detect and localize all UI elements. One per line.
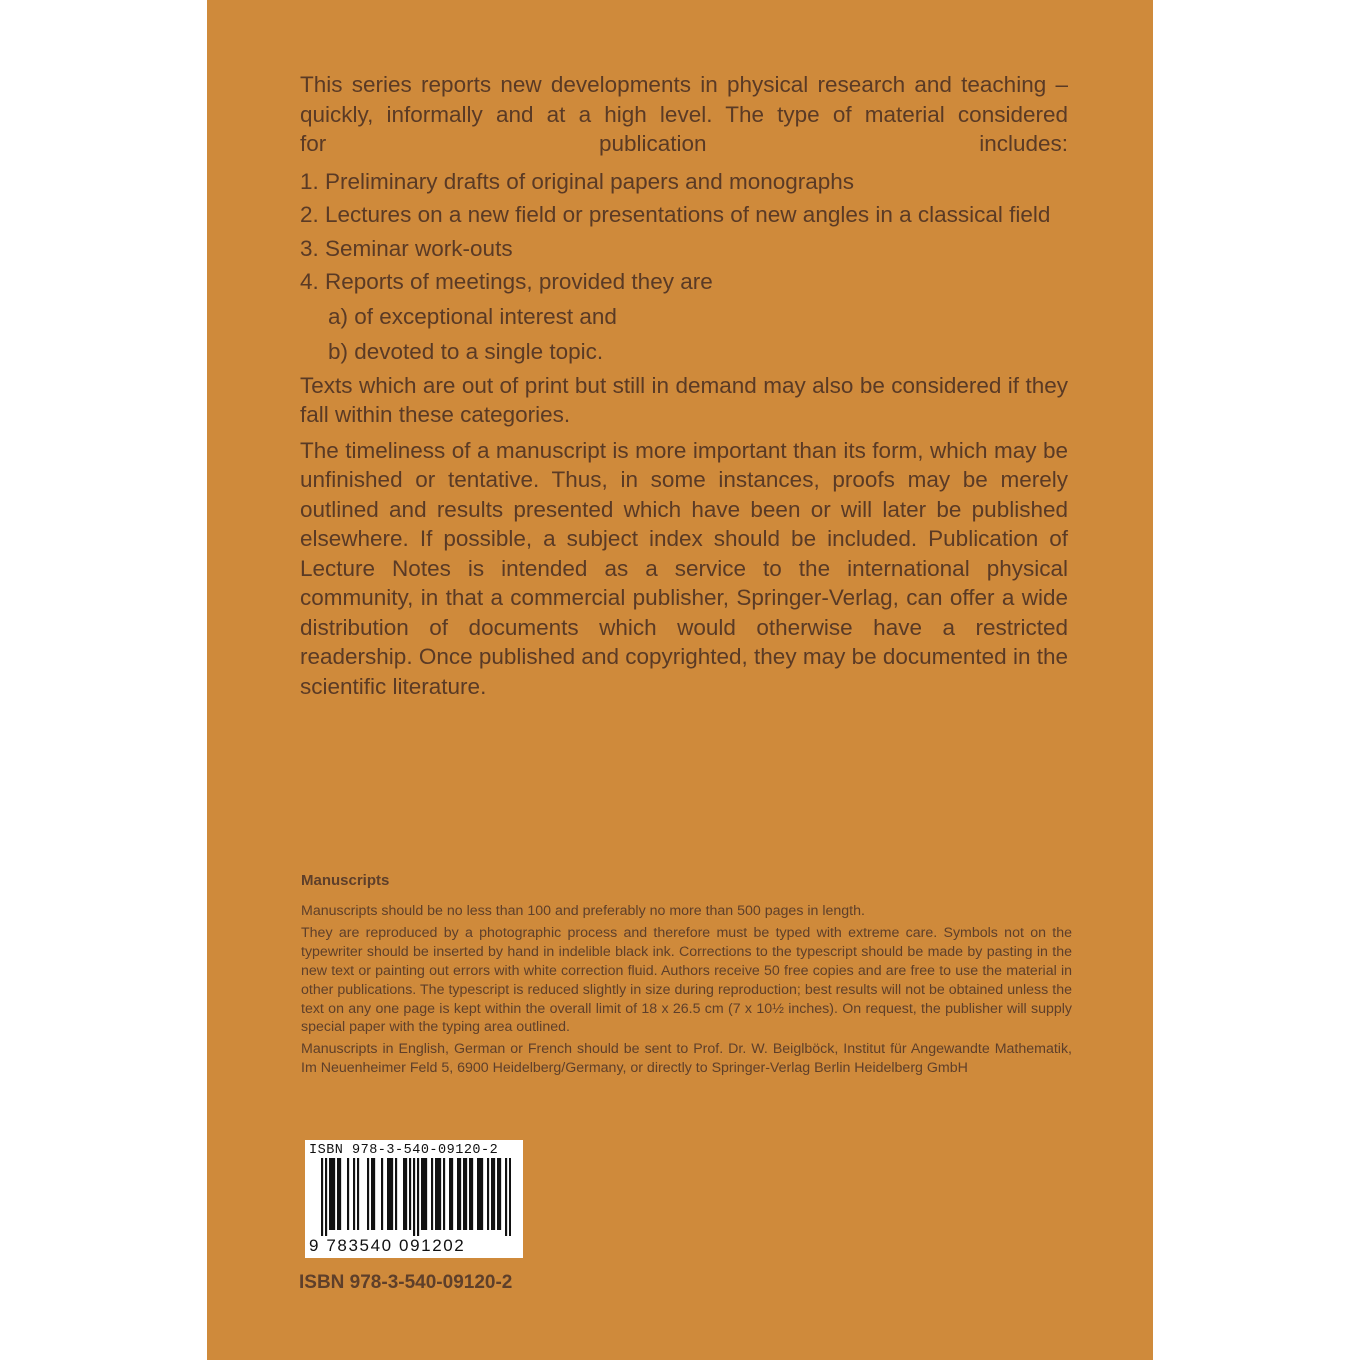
- barcode-bar: [371, 1158, 373, 1230]
- description-block: [300, 70, 1068, 701]
- barcode-bar: [471, 1158, 473, 1230]
- barcode-bar: [357, 1158, 359, 1230]
- barcode-bar: [325, 1158, 327, 1236]
- barcode-bar: [437, 1158, 439, 1230]
- barcode-bars: [321, 1158, 511, 1236]
- barcode-bar: [413, 1158, 415, 1236]
- barcode-bar: [469, 1158, 471, 1230]
- barcode-bar: [431, 1158, 433, 1230]
- manuscripts-section: [301, 872, 1072, 1081]
- list-item: 4. Reports of meetings, provided they are: [300, 269, 713, 294]
- manuscripts-heading: Manuscripts: [301, 872, 390, 889]
- barcode-bar: [347, 1158, 349, 1230]
- list-item: 2. Lectures on a new field or presentations of new angles in a classical field: [300, 202, 1051, 227]
- barcode-bar: [487, 1158, 489, 1230]
- barcode-bar: [409, 1158, 411, 1230]
- barcode-bar: [403, 1158, 405, 1230]
- barcode-bar: [391, 1158, 393, 1230]
- barcode-bar: [439, 1158, 441, 1230]
- barcode-bar: [451, 1158, 453, 1230]
- out-of-print-paragraph: Texts which are out of print but still in demand may also be considered if they fall within these categories.: [300, 372, 1068, 427]
- barcode-bar: [491, 1158, 493, 1230]
- material-list: [300, 165, 1068, 369]
- intro-line-2: quickly, informally and at a high level. The type of material considered: [300, 101, 1068, 127]
- barcode-bar: [339, 1158, 341, 1230]
- barcode-bar: [421, 1158, 423, 1230]
- barcode-bar: [321, 1158, 323, 1236]
- manuscripts-length-paragraph: Manuscripts should be no less than 100 and preferably no more than 500 pages in length.: [301, 903, 865, 919]
- sub-list-item: b) devoted to a single topic.: [328, 338, 604, 364]
- barcode-bar: [425, 1158, 427, 1230]
- barcode-bar: [497, 1158, 499, 1230]
- barcode-bar: [459, 1158, 461, 1230]
- manuscripts-typing-paragraph: They are reproduced by a photographic process and therefore must be typed with extreme care. Symbols not on the typewriter should be inserted by hand in indelible black ink. Corrections to the typescript should be made by pasting in the new text or painting out errors with white correction fluid. Authors receive 50 free copies and are free to use the material in other publications. The typescript is reduced slightly in size during reproduction; best results will not be obtained unless the text on any one page is kept within the overall limit of 18 x 26.5 cm (7 x 10½ inches). On request, the publisher will supply special paper with the typing area outlined.: [301, 924, 1072, 1036]
- list-item: 1. Preliminary drafts of original papers and monographs: [300, 168, 855, 194]
- barcode-bar: [449, 1158, 451, 1230]
- barcode-bar: [423, 1158, 425, 1230]
- barcode-bar: [443, 1158, 445, 1230]
- list-item: 3. Seminar work-outs: [300, 235, 513, 261]
- isbn-footer: ISBN 978-3-540-09120-2: [299, 1272, 513, 1293]
- intro-paragraph: [300, 70, 1068, 159]
- barcode-bar: [405, 1158, 407, 1230]
- barcode-bar: [353, 1158, 355, 1230]
- barcode: [305, 1140, 523, 1258]
- barcode-bar: [505, 1158, 507, 1236]
- barcode-bar: [373, 1158, 375, 1230]
- barcode-bar: [381, 1158, 383, 1230]
- barcode-bar: [481, 1158, 483, 1230]
- barcode-bar: [477, 1158, 479, 1230]
- barcode-bar: [367, 1158, 369, 1230]
- intro-line-1: This series reports new developments in physical research and teaching –: [300, 72, 1068, 97]
- barcode-bar: [509, 1158, 511, 1236]
- barcode-isbn-label: ISBN 978-3-540-09120-2: [309, 1143, 499, 1158]
- intro-line-3: for publication includes:: [300, 131, 1068, 156]
- barcode-bar: [435, 1158, 437, 1230]
- barcode-bar: [465, 1158, 467, 1230]
- barcode-bar: [387, 1158, 389, 1230]
- barcode-bar: [329, 1158, 331, 1230]
- timeliness-paragraph: The timeliness of a manuscript is more important than its form, which may be unfinished or tentative. Thus, in some instances, proofs may be merely outlined and results presented which have been or will later be published elsewhere. If possible, a subject index should be included. Publication of Lecture Notes is intended as a service to the international physical community, in that a commercial publisher, Springer-Verlag, can offer a wide distribution of documents which would otherwise have a restricted readership. Once published and copyrighted, they may be documented in the scientific literature.: [300, 437, 1068, 699]
- barcode-bar: [457, 1158, 459, 1230]
- barcode-digits: 9 783540 091202: [309, 1236, 466, 1255]
- barcode-bar: [463, 1158, 465, 1230]
- barcode-bar: [499, 1158, 501, 1230]
- barcode-bar: [395, 1158, 397, 1230]
- manuscripts-submission-paragraph: Manuscripts in English, German or French should be sent to Prof. Dr. W. Beiglböck, Institut für Angewandte Mathematik, Im Neuenheimer Feld 5, 6900 Heidelberg/Germany, or directly to Springer-Verlag Berlin Heidelberg GmbH: [301, 1041, 1072, 1077]
- barcode-bar: [493, 1158, 495, 1230]
- barcode-bar: [479, 1158, 481, 1230]
- barcode-bar: [389, 1158, 391, 1230]
- barcode-bar: [331, 1158, 333, 1230]
- barcode-bar: [333, 1158, 335, 1230]
- barcode-bar: [337, 1158, 339, 1230]
- sub-list-item: a) of exceptional interest and: [328, 303, 617, 329]
- barcode-bar: [417, 1158, 419, 1236]
